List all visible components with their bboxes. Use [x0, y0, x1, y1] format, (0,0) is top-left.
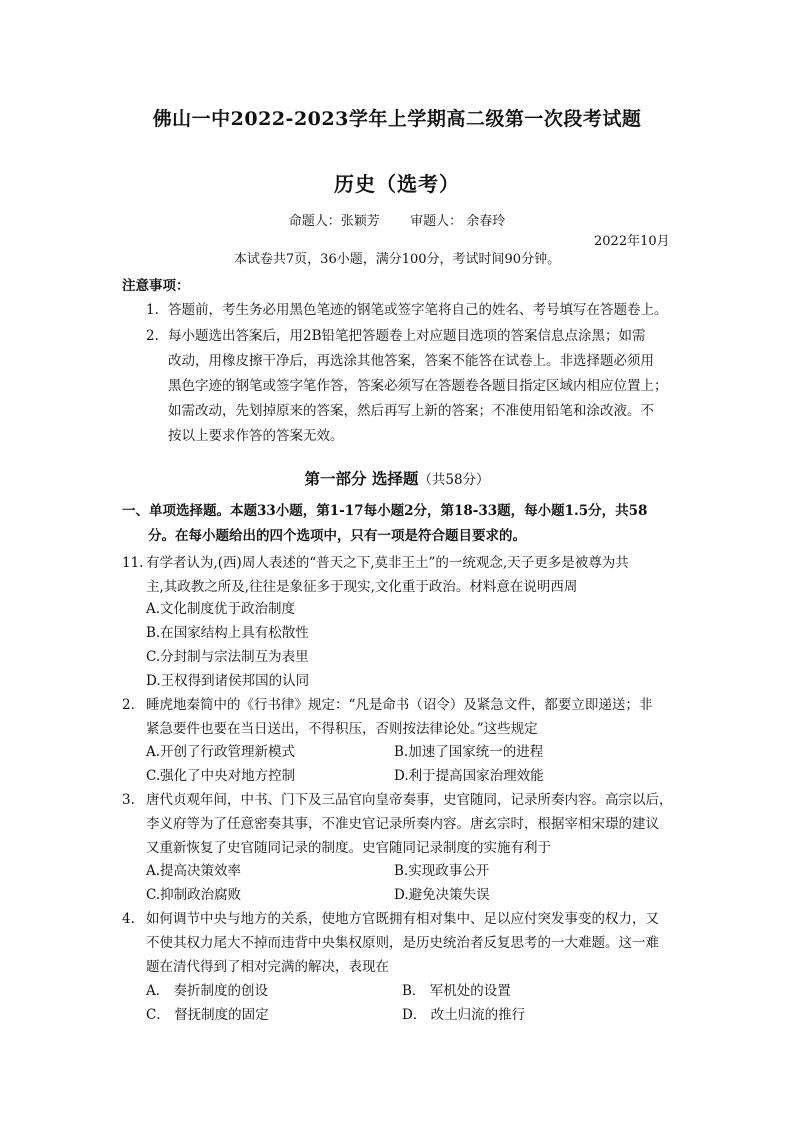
part-title-sub: （共58分） — [418, 472, 490, 488]
setter: 命题人：张颖芳 — [288, 214, 380, 229]
question-stem: 不使其权力尾大不掉而违背中央集权原则，是历史统治者反复思考的一大难题。这一难 — [146, 935, 659, 951]
option-d: D.避免决策失误 — [394, 887, 490, 903]
option-b: B.实现政事公开 — [394, 863, 490, 879]
question-stem: 睡虎地秦简中的《行书律》规定：“凡是命书（诏令）及紧急文件，都要立即递送；非 — [146, 697, 653, 713]
part-title — [0, 467, 794, 489]
option-a: A.提高决策效率 — [146, 863, 242, 879]
question-stem: 紧急要件也要在当日送出，不得积压，否则按法律论处。”这些规定 — [146, 721, 538, 737]
option-b: B.在国家结构上具有松散性 — [146, 625, 309, 641]
option-b: B.加速了国家统一的进程 — [394, 744, 544, 760]
question-2 — [122, 693, 682, 741]
exam-date: 2022年10月 — [594, 234, 670, 249]
subject-title: 历史（选考） — [334, 172, 460, 196]
option-c: C． 督抚制度的固定 — [146, 1007, 269, 1023]
author-line — [0, 210, 794, 229]
exam-info: 本试卷共7页，36小题，满分100分，考试时间90分钟。 — [233, 252, 561, 267]
question-stem: 唐代贞观年间，中书、门下及三品官向皇帝奏事，史官随同，记录所奏内容。高宗以后， — [146, 792, 673, 808]
option-a: A.开创了行政管理新模式 — [146, 744, 296, 760]
question-stem: 又重新恢复了史官随同记录的制度。史官随同记录制度的实施有利于 — [146, 840, 551, 856]
question-stem: 主,其政教之所及,往往是象征多于现实,文化重于政治。材料意在说明西周 — [146, 579, 578, 595]
question-number: 3. — [122, 792, 135, 808]
note-number: 1. — [146, 302, 159, 318]
option-c: C.抑制政治腐败 — [146, 887, 242, 903]
option-c: C.强化了中央对地方控制 — [146, 768, 296, 784]
option-c: C.分封制与宗法制互为表里 — [146, 649, 309, 665]
section-line: 一、单项选择题。本题33小题，第1-17每小题2分，第18-33题，每小题1.5分，共58 — [122, 503, 648, 519]
option-b: B． 军机处的设置 — [402, 983, 511, 999]
note-number: 2. — [146, 328, 159, 344]
option-d: D． 改土归流的推行 — [402, 1007, 526, 1023]
question-4 — [122, 907, 682, 979]
section-line: 分。在每小题给出的四个选项中，只有一项是符合题目要求的。 — [148, 528, 526, 544]
notes-heading: 注意事项： — [122, 278, 190, 294]
note-line: 黑色字迹的钢笔或签字笔作答，答案必须写在答题卷各题目指定区域内相应位置上； — [168, 378, 668, 394]
option-a: A． 奏折制度的创设 — [146, 983, 269, 999]
section-instructions — [122, 499, 682, 549]
question-number: 4. — [122, 911, 135, 927]
question-number: 11. — [122, 555, 144, 571]
question-stem: 有学者认为,(西)周人表述的“普天之下,莫非王土”的一统观念,天子更多是被尊为共 — [146, 555, 629, 571]
option-d: D.利于提高国家治理效能 — [394, 768, 544, 784]
question-stem: 题在清代得到了相对完满的解决，表现在 — [146, 959, 389, 975]
note-line: 如需改动，先划掉原来的答案，然后再写上新的答案；不准使用铅笔和涂改液。不 — [168, 403, 654, 419]
note-item-1 — [146, 298, 691, 323]
question-11 — [122, 551, 682, 599]
option-d: D.王权得到诸侯邦国的认同 — [146, 673, 310, 689]
question-3 — [122, 788, 682, 860]
reviewer: 审题人： 余春玲 — [410, 214, 506, 229]
question-number: 2. — [122, 697, 135, 713]
question-stem: 李义府等为了任意密奏其事，不准史官记录所奏内容。唐玄宗时，根据宰相宋璟的建议 — [146, 816, 659, 832]
note-item-2 — [146, 324, 691, 449]
note-line: 每小题选出答案后，用2B铅笔把答题卷上对应题目选项的答案信息点涂黑；如需 — [168, 328, 646, 344]
option-a: A.文化制度优于政治制度 — [146, 601, 296, 617]
part-title-main: 第一部分 选择题 — [304, 469, 419, 488]
note-line: 改动，用橡皮擦干净后，再选涂其他答案，答案不能答在试卷上。非选择题必须用 — [168, 353, 654, 369]
note-line: 按以上要求作答的答案无效。 — [168, 428, 344, 444]
note-line: 答题前，考生务必用黑色笔迹的钢笔或签字笔将自己的姓名、考号填写在答题卷上。 — [168, 302, 668, 318]
exam-title: 佛山一中2022-2023学年上学期高二级第一次段考试题 — [152, 108, 642, 130]
question-stem: 如何调节中央与地方的关系，使地方官既拥有相对集中、足以应付突发事变的权力，又 — [146, 911, 659, 927]
